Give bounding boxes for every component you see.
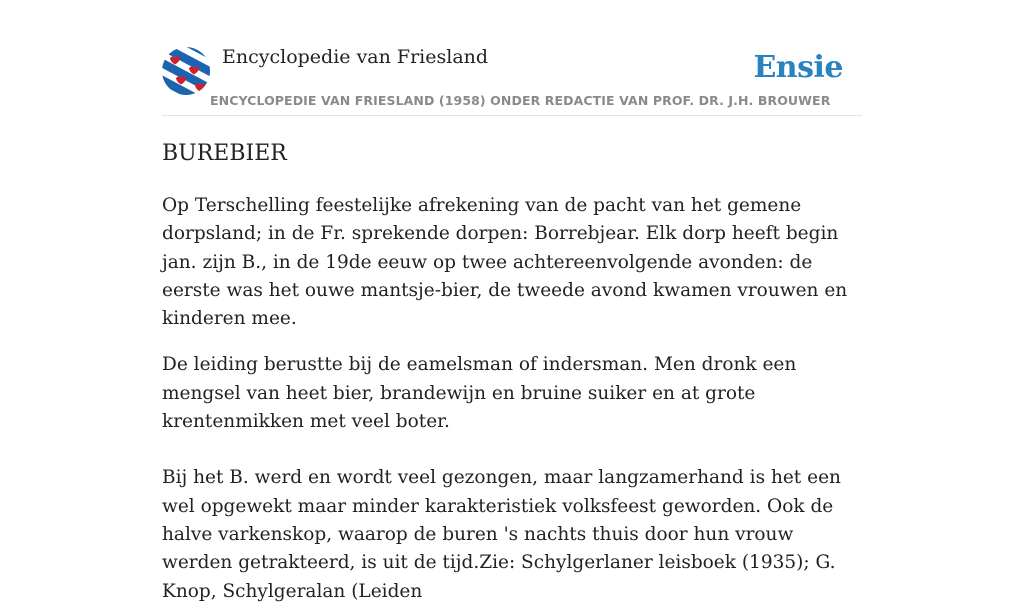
article-paragraph: De leiding berustte bij de eamelsman of indersman. Men dronk een mengsel van heet bier, brandewijn en bruine suiker en at grote krentenmikken met veel boter. <box>162 354 797 433</box>
article-title: BUREBIER <box>162 141 287 166</box>
frisian-flag-logo-icon[interactable] <box>162 47 210 95</box>
header-divider <box>162 115 862 116</box>
site-title[interactable]: Encyclopedie van Friesland <box>222 46 489 68</box>
brand-logo[interactable]: Ensie <box>753 50 843 85</box>
article-paragraph: Bij het B. werd en wordt veel gezongen, maar langzamerhand is het een wel opgewekt maar minder karakteristiek volksfeest geworden. Ook de halve varkenskop, waarop de buren 's nachts thuis door hun vrouw werden getrakteerd, is uit de tijd.Zie: Schylgerlaner leisboek (1935); G. Knop, Schylgeralan (Leiden <box>162 467 841 602</box>
article-paragraph: Op Terschelling feestelijke afrekening van de pacht van het gemene dorpsland; in de Fr. sprekende dorpen: Borrebjear. Elk dorp heeft begin jan. zijn B., in de 19de eeuw op twee achtereenvolgende avonden: de eerste was het ouwe mantsje-bier, de tweede avond kwamen vrouwen en kinderen mee. <box>162 195 848 330</box>
page <box>162 0 862 602</box>
article-body <box>162 192 862 606</box>
encyclopedia-subtitle: ENCYCLOPEDIE VAN FRIESLAND (1958) ONDER REDACTIE VAN PROF. DR. J.H. BROUWER <box>210 93 831 108</box>
